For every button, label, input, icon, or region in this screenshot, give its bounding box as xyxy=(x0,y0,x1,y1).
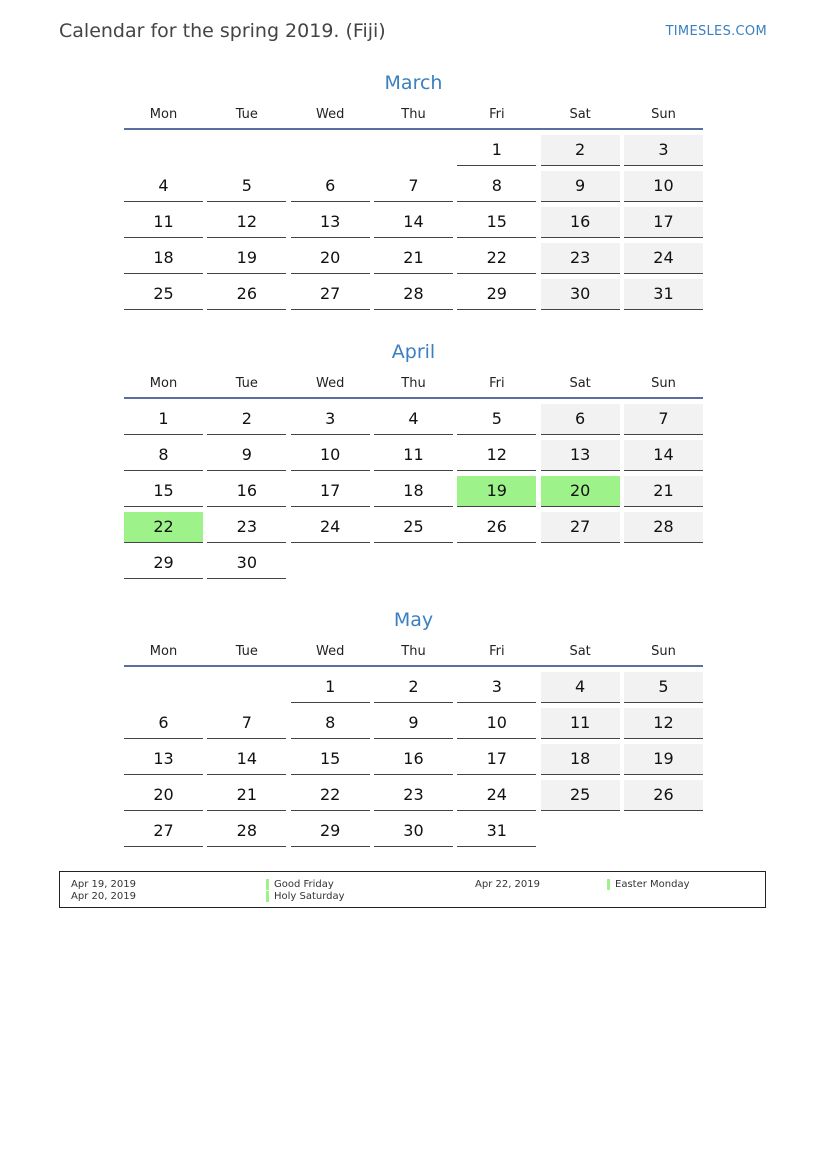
weekday-label: Sat xyxy=(569,106,591,122)
weekday-label: Tue xyxy=(235,643,258,659)
day-cell: 25 xyxy=(374,512,453,543)
day-cell: 22 xyxy=(457,243,536,274)
day-cell: 27 xyxy=(291,279,370,310)
weekday-label: Thu xyxy=(401,375,426,391)
month-april xyxy=(124,339,703,579)
weekday-label: Mon xyxy=(149,375,178,391)
day-cell: 9 xyxy=(374,708,453,739)
day-cell: 21 xyxy=(374,243,453,274)
day-cell: 28 xyxy=(624,512,703,543)
month-title: May xyxy=(393,609,434,631)
day-cell: 20 xyxy=(291,243,370,274)
day-cell: 26 xyxy=(207,279,286,310)
day-cell: 24 xyxy=(624,243,703,274)
day-cell: 12 xyxy=(457,440,536,471)
day-cell: 4 xyxy=(374,404,453,435)
day-cell: 2 xyxy=(541,135,620,166)
day-cell: 29 xyxy=(124,548,203,579)
month-title: March xyxy=(384,72,443,94)
day-cell: 6 xyxy=(124,708,203,739)
weekday-label: Wed xyxy=(315,643,345,659)
day-cell: 2 xyxy=(207,404,286,435)
day-cell: 31 xyxy=(457,816,536,847)
day-cell: 12 xyxy=(207,207,286,238)
day-cell: 15 xyxy=(457,207,536,238)
day-cell: 4 xyxy=(124,171,203,202)
weekday-label: Sat xyxy=(569,643,591,659)
day-cell: 18 xyxy=(124,243,203,274)
weekday-label: Wed xyxy=(315,375,345,391)
day-cell: 24 xyxy=(457,780,536,811)
day-cell: 11 xyxy=(374,440,453,471)
day-cell: 10 xyxy=(457,708,536,739)
day-cell: 15 xyxy=(291,744,370,775)
legend-holiday-name: Easter Monday xyxy=(615,879,690,890)
day-cell: 19 xyxy=(207,243,286,274)
day-cell: 8 xyxy=(457,171,536,202)
day-cell: 6 xyxy=(291,171,370,202)
month-title: April xyxy=(391,341,436,363)
day-cell: 6 xyxy=(541,404,620,435)
day-cell: 26 xyxy=(457,512,536,543)
day-cell: 26 xyxy=(624,780,703,811)
legend-marker xyxy=(266,891,269,902)
day-cell: 22 xyxy=(291,780,370,811)
day-cell: 16 xyxy=(541,207,620,238)
weekday-label: Sun xyxy=(651,106,676,122)
legend-marker xyxy=(607,879,610,890)
day-cell: 3 xyxy=(624,135,703,166)
day-cell: 24 xyxy=(291,512,370,543)
day-cell: 13 xyxy=(291,207,370,238)
legend-date: Apr 22, 2019 xyxy=(475,879,541,890)
day-cell: 23 xyxy=(374,780,453,811)
weekday-header xyxy=(124,373,703,399)
legend-date: Apr 20, 2019 xyxy=(71,891,137,902)
day-cell: 19 xyxy=(624,744,703,775)
day-cell: 27 xyxy=(541,512,620,543)
day-cell: 18 xyxy=(374,476,453,507)
day-cell: 10 xyxy=(624,171,703,202)
day-cell: 1 xyxy=(457,135,536,166)
day-cell: 3 xyxy=(457,672,536,703)
day-cell: 20 xyxy=(124,780,203,811)
weekday-label: Wed xyxy=(315,106,345,122)
holiday-legend xyxy=(59,871,766,908)
page-title: Calendar for the spring 2019. (Fiji) xyxy=(59,20,386,42)
day-cell: 3 xyxy=(291,404,370,435)
weekday-label: Fri xyxy=(489,375,505,391)
day-cell: 7 xyxy=(624,404,703,435)
day-cell: 15 xyxy=(124,476,203,507)
day-cell: 30 xyxy=(374,816,453,847)
day-cell: 12 xyxy=(624,708,703,739)
empty-cell xyxy=(374,135,453,165)
day-cell: 5 xyxy=(624,672,703,703)
weekday-label: Sun xyxy=(651,375,676,391)
day-cell: 31 xyxy=(624,279,703,310)
day-cell: 23 xyxy=(207,512,286,543)
day-cell: 29 xyxy=(457,279,536,310)
day-cell: 7 xyxy=(207,708,286,739)
day-cell: 30 xyxy=(541,279,620,310)
day-cell: 27 xyxy=(124,816,203,847)
day-cell: 17 xyxy=(457,744,536,775)
day-cell: 14 xyxy=(624,440,703,471)
empty-cell xyxy=(207,135,286,165)
day-cell: 18 xyxy=(541,744,620,775)
day-cell: 4 xyxy=(541,672,620,703)
day-cell: 17 xyxy=(624,207,703,238)
day-grid xyxy=(124,135,703,310)
day-cell: 29 xyxy=(291,816,370,847)
legend-date: Apr 19, 2019 xyxy=(71,879,137,890)
empty-cell xyxy=(207,672,286,702)
weekday-label: Sun xyxy=(651,643,676,659)
legend-holiday-name: Good Friday xyxy=(274,879,334,890)
day-cell: 16 xyxy=(374,744,453,775)
empty-cell xyxy=(124,672,203,702)
day-cell: 14 xyxy=(374,207,453,238)
day-cell: 13 xyxy=(124,744,203,775)
day-cell: 10 xyxy=(291,440,370,471)
weekday-label: Tue xyxy=(235,375,258,391)
day-cell: 11 xyxy=(541,708,620,739)
day-cell: 8 xyxy=(291,708,370,739)
day-cell: 9 xyxy=(207,440,286,471)
month-march xyxy=(124,70,703,310)
day-cell: 23 xyxy=(541,243,620,274)
day-cell: 11 xyxy=(124,207,203,238)
weekday-label: Fri xyxy=(489,643,505,659)
day-cell: 16 xyxy=(207,476,286,507)
legend-holiday-name: Holy Saturday xyxy=(274,891,345,902)
day-cell: 25 xyxy=(541,780,620,811)
month-may xyxy=(124,607,703,847)
brand-link[interactable]: TIMESLES.COM xyxy=(665,24,767,39)
holiday-day-cell: 20 xyxy=(541,476,620,507)
day-cell: 28 xyxy=(374,279,453,310)
holiday-day-cell: 19 xyxy=(457,476,536,507)
weekday-label: Tue xyxy=(235,106,258,122)
day-cell: 9 xyxy=(541,171,620,202)
day-grid xyxy=(124,404,703,579)
day-cell: 17 xyxy=(291,476,370,507)
day-cell: 14 xyxy=(207,744,286,775)
weekday-label: Sat xyxy=(569,375,591,391)
day-cell: 1 xyxy=(124,404,203,435)
weekday-label: Thu xyxy=(401,643,426,659)
day-cell: 21 xyxy=(624,476,703,507)
weekday-label: Fri xyxy=(489,106,505,122)
day-cell: 2 xyxy=(374,672,453,703)
weekday-label: Mon xyxy=(149,643,178,659)
day-cell: 30 xyxy=(207,548,286,579)
empty-cell xyxy=(124,135,203,165)
day-cell: 5 xyxy=(457,404,536,435)
weekday-header xyxy=(124,104,703,130)
empty-cell xyxy=(291,135,370,165)
day-cell: 8 xyxy=(124,440,203,471)
day-grid xyxy=(124,672,703,847)
day-cell: 13 xyxy=(541,440,620,471)
weekday-label: Mon xyxy=(149,106,178,122)
day-cell: 21 xyxy=(207,780,286,811)
holiday-day-cell: 22 xyxy=(124,512,203,543)
legend-marker xyxy=(266,879,269,890)
day-cell: 1 xyxy=(291,672,370,703)
weekday-label: Thu xyxy=(401,106,426,122)
weekday-header xyxy=(124,641,703,667)
day-cell: 7 xyxy=(374,171,453,202)
day-cell: 28 xyxy=(207,816,286,847)
day-cell: 5 xyxy=(207,171,286,202)
day-cell: 25 xyxy=(124,279,203,310)
